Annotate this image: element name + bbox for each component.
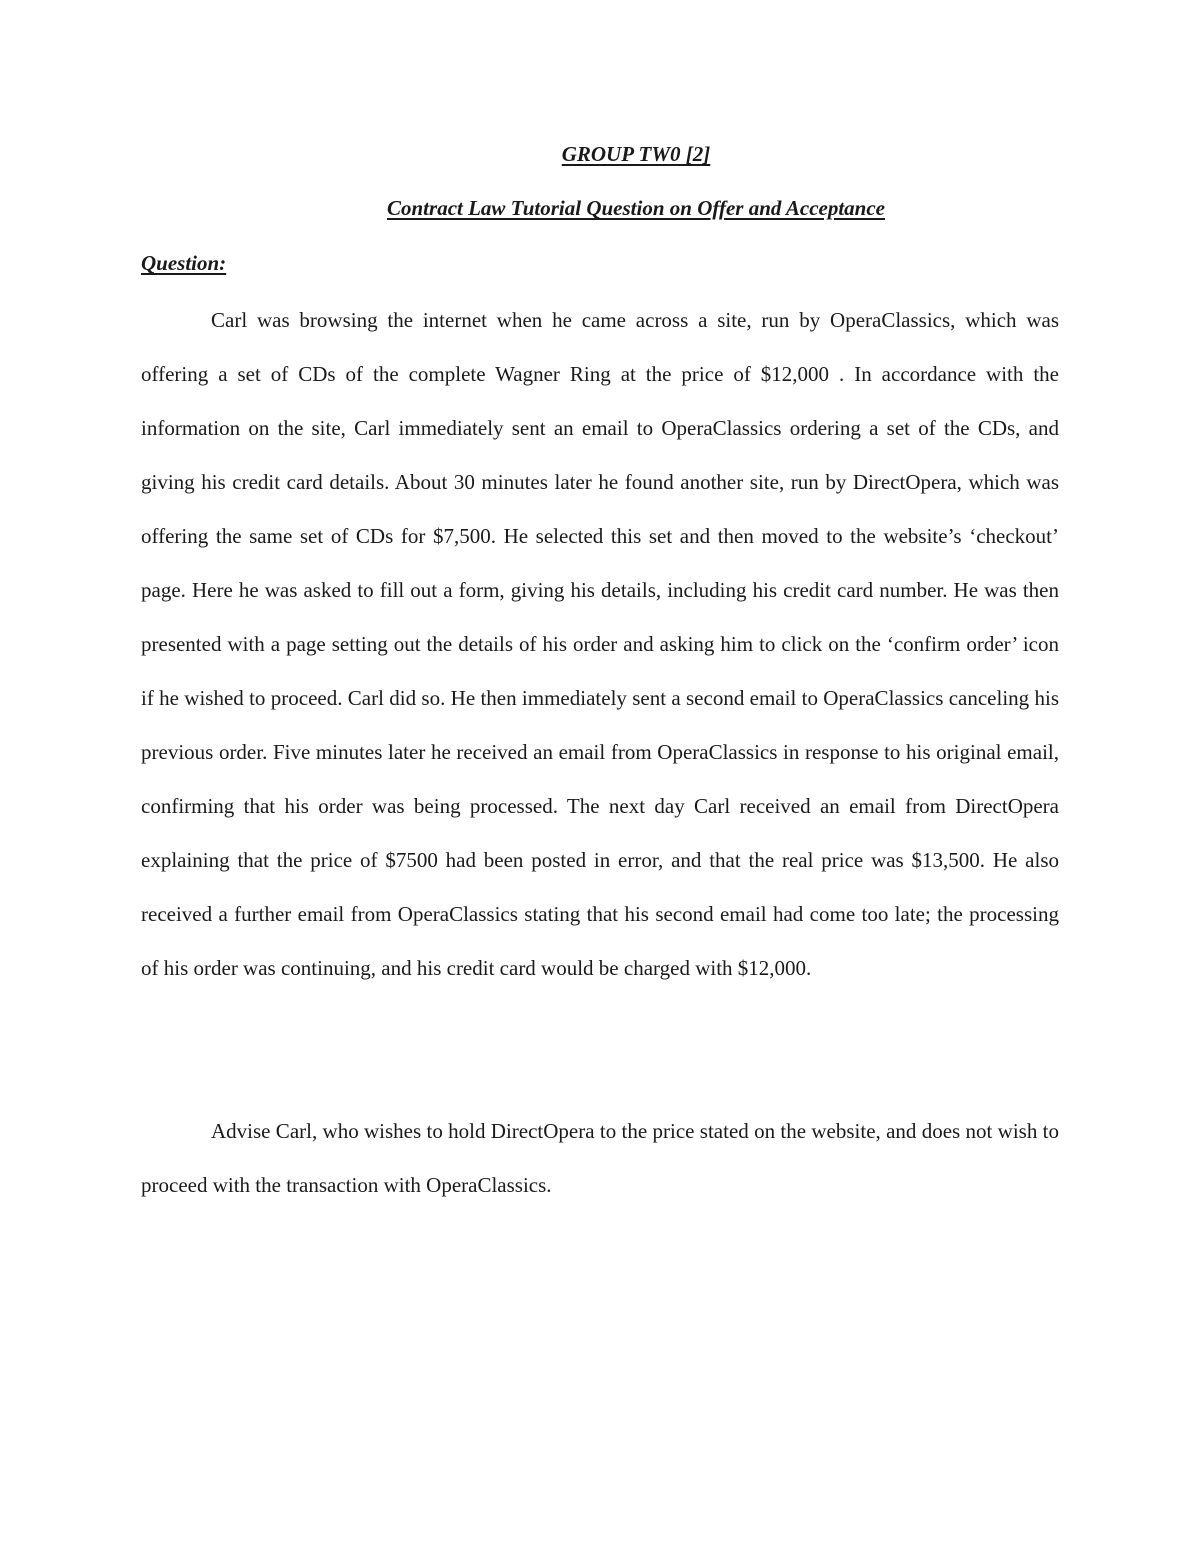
question-paragraph: Carl was browsing the internet when he came across a site, run by OperaClassics, which was offering a set of CDs of the complete Wagner Ring at the price of $12,000 . In accordance with the information on the site, Carl immediately sent an email to OperaClassics ordering a set of the CDs, and giving his credit card details. About 30 minutes later he found another site, run by DirectOpera, which was offering the same set of CDs for $7,500. He selected this set and then moved to the website’s ‘checkout’ page. Here he was asked to fill out a form, giving his details, including his credit card number. He was then presented with a page setting out the details of his order and asking him to click on the ‘confirm order’ icon if he wished to proceed. Carl did so. He then immediately sent a second email to OperaClassics canceling his previous order. Five minutes later he received an email from OperaClassics in response to his original email, confirming that his order was being processed. The next day Carl received an email from DirectOpera explaining that the price of $7500 had been posted in error, and that the real price was $13,500. He also received a further email from OperaClassics stating that his second email had come too late; the processing of his order was continuing, and his credit card would be charged with $12,000. [141,308,1059,980]
question-label: Question: [141,251,227,275]
group-title: GROUP TW0 [2] [561,142,711,166]
instruction-paragraph: Advise Carl, who wishes to hold DirectOpera to the price stated on the website, and does not wish to proceed with the transaction with OperaClassics. [141,1119,1059,1197]
document-title: Contract Law Tutorial Question on Offer and Acceptance [387,196,885,220]
